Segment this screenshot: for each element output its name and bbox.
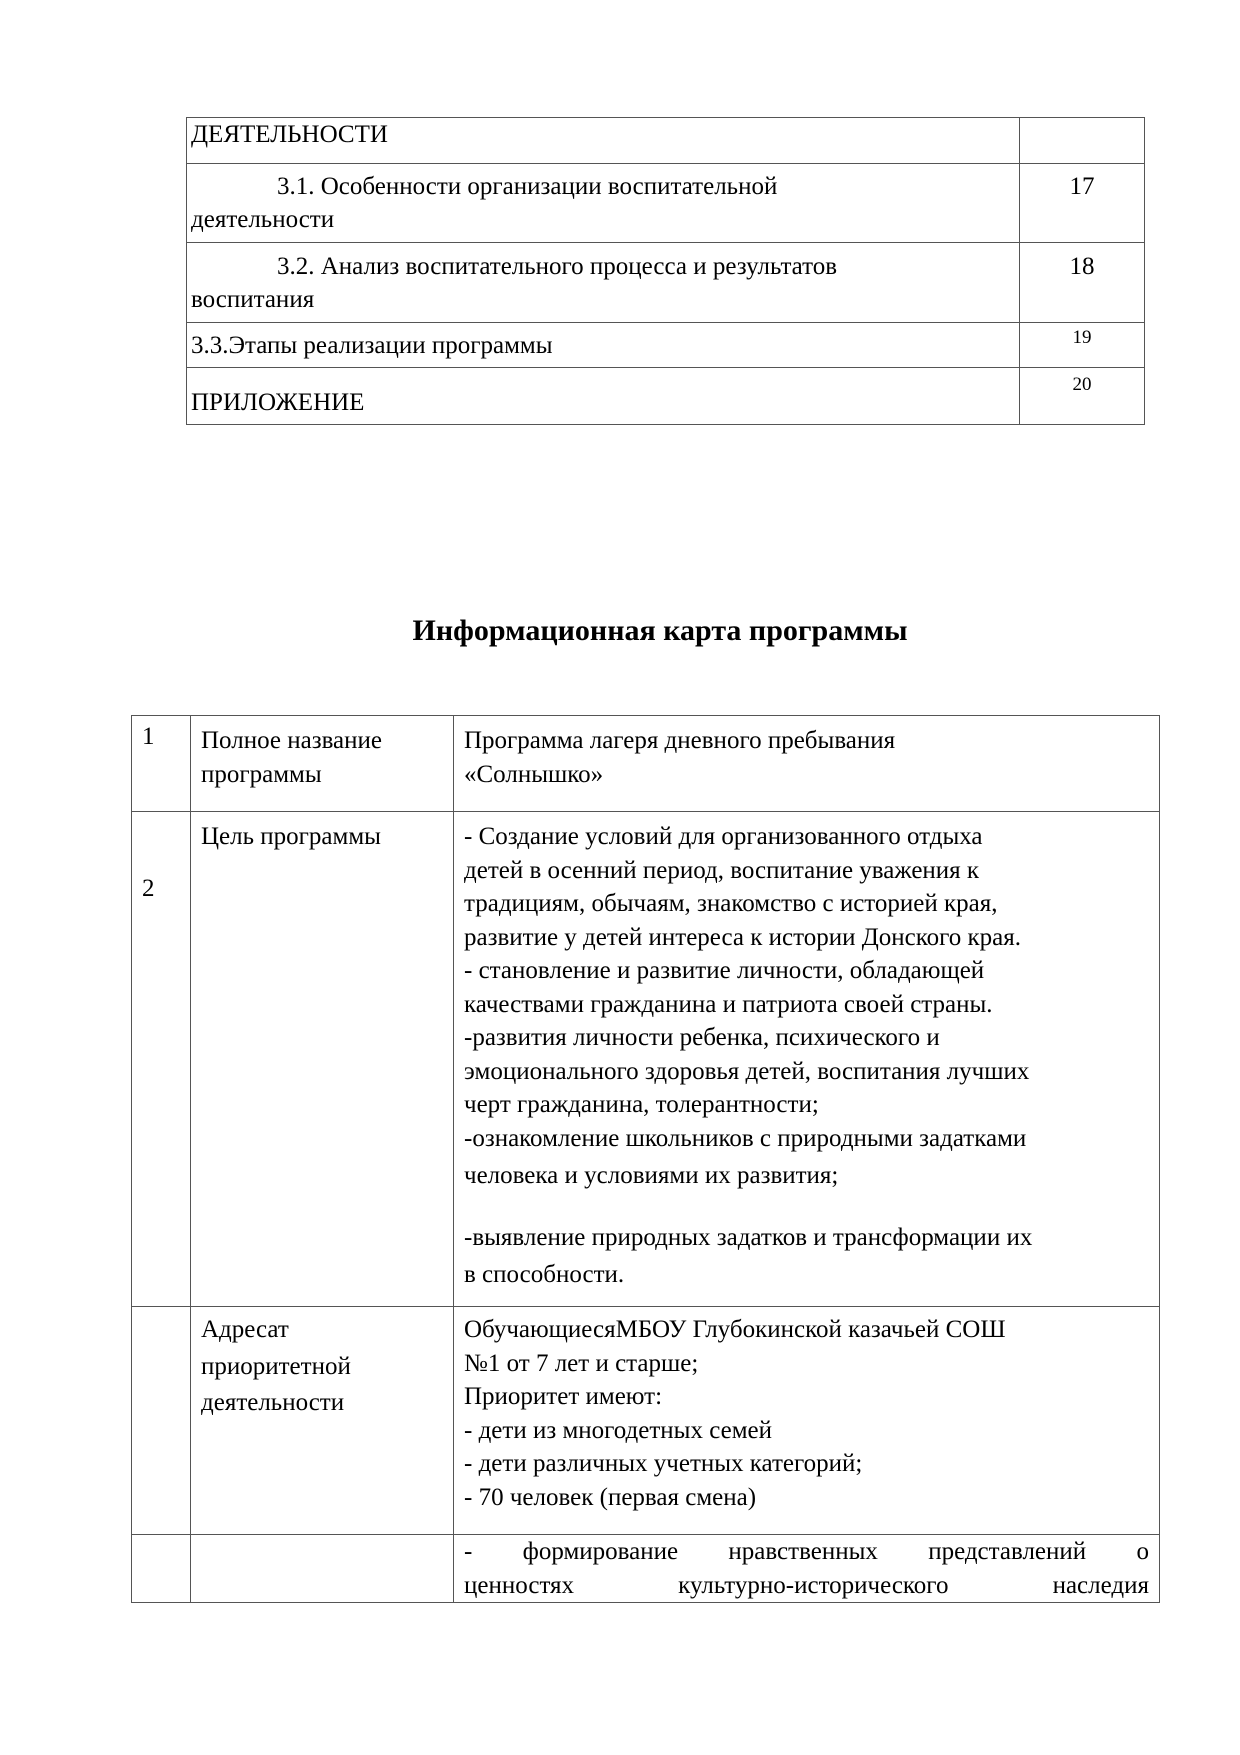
toc-title-line: воспитания [191,286,315,313]
toc-page: 20 [1020,368,1145,425]
content-line: «Солнышко» [464,760,604,788]
toc-page: 19 [1020,323,1145,368]
toc-title [187,164,1020,243]
row-label-line: деятельности [201,1389,345,1416]
content-line: -ознакомление школьников с природными задатками [464,1124,1027,1152]
row-content [454,716,1160,812]
info-row [132,1307,1160,1535]
row-number: 1 [132,716,191,812]
toc-page [1020,118,1145,164]
row-number [132,1535,191,1603]
content-line: в способности. [464,1261,625,1288]
toc-title: ПРИЛОЖЕНИЕ [187,368,1020,425]
content-line: человека и условиями их развития; [464,1162,839,1189]
toc-row [187,243,1145,323]
info-row [132,812,1160,1307]
toc-title: ДЕЯТЕЛЬНОСТИ [187,118,1020,164]
row-content [454,1535,1160,1603]
toc-row [187,368,1145,425]
toc-row [187,323,1145,368]
toc-title-line: 3.2. Анализ воспитательного процесса и результатов [277,253,838,280]
content-line: - дети из многодетных семей [464,1416,773,1444]
toc-title: 3.3.Этапы реализации программы [187,323,1020,368]
content-line: -развития личности ребенка, психического и [464,1024,940,1051]
toc-page: 18 [1020,243,1145,323]
row-label-line: Полное название [201,727,383,754]
row-number: 2 [132,812,191,1307]
info-row [132,1535,1160,1603]
content-line: №1 от 7 лет и старше; [464,1349,699,1377]
row-label-line: Адресат [201,1316,289,1343]
content-line: - Создание условий для организованного отдыха [464,823,983,850]
row-content [454,1307,1160,1535]
toc-title-line: деятельности [191,206,335,233]
row-label [191,812,454,1307]
content-line: - дети различных учетных категорий; [464,1450,863,1477]
content-line: качествами гражданина и патриота своей страны. [464,990,993,1018]
row-label [191,1307,454,1535]
toc-title [187,243,1020,323]
content-line: -выявление природных задатков и трансформации их [464,1223,1033,1251]
row-label-line: приоритетной [201,1352,351,1380]
content-line: развитие у детей интереса к истории Донского края. [464,923,1022,951]
row-number [132,1307,191,1535]
toc-row [187,164,1145,243]
toc-title-line: 3.1. Особенности организации воспитательной [277,173,778,200]
content-line: детей в осенний период, воспитание уважения к [464,856,980,884]
content-line: - становление и развитие личности, обладающей [464,957,985,984]
content-line: традициям, обычаям, знакомство с историей края, [464,890,998,917]
info-row [132,716,1160,812]
row-label [191,716,454,812]
content-line: Программа лагеря дневного пребывания [464,727,896,754]
content-line: черт гражданина, толерантности; [464,1091,819,1118]
row-label-line: программы [201,760,322,788]
content-line: Приоритет имеют: [464,1383,663,1410]
content-line: ОбучающиесяМБОУ Глубокинской казачьей СОШ [464,1316,1006,1343]
content-line: - формирование нравственных представлений о [464,1538,1149,1565]
section-title: Информационная карта программы [412,614,908,647]
row-label [191,1535,454,1603]
toc-page: 17 [1020,164,1145,243]
row-content [454,812,1160,1307]
paragraph-gap [464,1193,1149,1221]
row-label-line: Цель программы [201,823,381,850]
content-line: эмоционального здоровья детей, воспитания лучших [464,1057,1030,1085]
content-line: - 70 человек (первая смена) [464,1483,757,1511]
table-of-contents [186,117,1145,425]
toc-row [187,118,1145,164]
info-card-table [131,715,1160,1603]
content-line: ценностях культурно-исторического наследия [464,1571,1149,1599]
